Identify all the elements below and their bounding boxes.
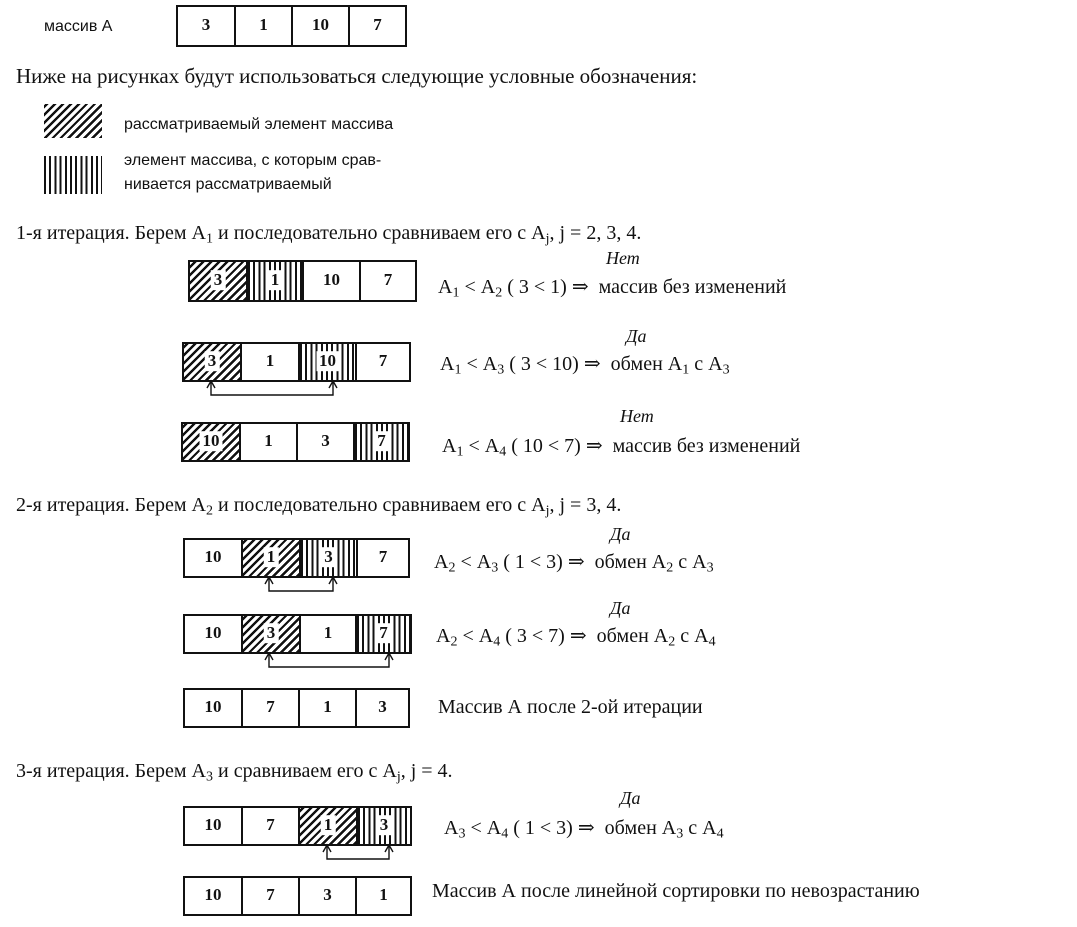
comparison-expression: $А_1 < А_4$ ( 10 < 7) ⇒ массив без изменений bbox=[442, 435, 801, 460]
array-cell: 10 bbox=[304, 262, 361, 300]
array-cell-considered: 3 bbox=[184, 344, 242, 380]
legend-considered-text: рассматриваемый элемент массива bbox=[124, 116, 394, 133]
array-cell-considered: 3 bbox=[190, 262, 248, 300]
array-cell: 3 bbox=[378, 697, 387, 717]
after-iteration2-caption: Массив А после 2-ой итерации bbox=[438, 696, 703, 718]
array-cell: 1 bbox=[300, 690, 357, 726]
array-cell-compared: 7 bbox=[355, 424, 408, 460]
array-step bbox=[183, 806, 412, 846]
array-cell-considered: 10 bbox=[183, 424, 241, 460]
array-cell: 7 bbox=[243, 808, 300, 844]
intro-text: Ниже на рисунках будут использоваться следующие условные обозначения: bbox=[16, 64, 698, 88]
initial-array-label: массив А bbox=[44, 18, 113, 35]
array-cell: 7 bbox=[378, 547, 388, 567]
final-caption: Массив А после линейной сортировки по невозрастанию bbox=[432, 880, 920, 902]
array-step bbox=[183, 614, 412, 654]
array-cell: 10 bbox=[185, 808, 243, 844]
array-cell: 1 bbox=[379, 885, 388, 905]
iteration2-heading: 2-я итерация. Берем $А_2$ и последовательно сравниваем его с $А_j$, j = 3, 4. bbox=[16, 494, 622, 519]
swap-arrow bbox=[263, 576, 339, 596]
array-cell-compared: 3 bbox=[358, 808, 410, 844]
legend-vertical-hatch-swatch bbox=[44, 156, 102, 194]
array-after-iteration2 bbox=[183, 688, 410, 728]
array-cell-considered: 1 bbox=[300, 808, 358, 844]
initial-array bbox=[176, 5, 407, 47]
array-cell-considered: 3 bbox=[243, 616, 301, 652]
array-cell: 10 bbox=[293, 7, 350, 45]
comparison-result-marker: Нет bbox=[620, 406, 654, 426]
array-cell: 1 bbox=[236, 7, 293, 45]
array-cell-considered: 1 bbox=[243, 540, 301, 576]
array-step bbox=[183, 538, 410, 578]
legend-compared-text-line1: элемент массива, с которым срав- bbox=[124, 152, 382, 169]
array-cell: 7 bbox=[243, 690, 300, 726]
comparison-expression: $А_3 < А_4$ ( 1 < 3) ⇒ обмен $А_3$ с $А_4$ bbox=[444, 817, 724, 842]
array-cell-compared: 10 bbox=[300, 344, 357, 380]
array-cell: 3 bbox=[298, 424, 355, 460]
array-sorted-final bbox=[183, 876, 412, 916]
array-cell: 3 bbox=[300, 878, 357, 914]
array-cell: 10 bbox=[185, 616, 243, 652]
swap-arrow bbox=[321, 844, 397, 864]
array-step bbox=[181, 422, 410, 462]
array-cell-compared: 7 bbox=[357, 616, 410, 652]
array-cell: 10 bbox=[185, 540, 243, 576]
array-cell: 1 bbox=[242, 344, 300, 380]
array-cell: 7 bbox=[383, 270, 393, 290]
comparison-expression: $А_2 < А_4$ ( 3 < 7) ⇒ обмен $А_2$ с $А_4$ bbox=[436, 625, 716, 650]
array-cell: 3 bbox=[178, 7, 236, 45]
array-cell: 7 bbox=[243, 878, 300, 914]
comparison-result-marker: Да bbox=[620, 788, 641, 808]
legend-compared-text-line2: нивается рассматриваемый bbox=[124, 176, 332, 193]
comparison-result-marker: Нет bbox=[606, 248, 640, 268]
swap-arrow bbox=[205, 380, 339, 400]
comparison-expression: $А_2 < А_3$ ( 1 < 3) ⇒ обмен $А_2$ с $А_3$ bbox=[434, 551, 714, 576]
array-step bbox=[182, 342, 411, 382]
array-cell: 1 bbox=[301, 616, 357, 652]
comparison-result-marker: Да bbox=[610, 524, 631, 544]
legend-diagonal-hatch-swatch bbox=[44, 104, 102, 138]
iteration3-heading: 3-я итерация. Берем $А_3$ и сравниваем его с $А_j$, j = 4. bbox=[16, 760, 453, 785]
array-step bbox=[188, 260, 417, 302]
array-cell: 10 bbox=[185, 690, 243, 726]
comparison-expression: $А_1 < А_3$ ( 3 < 10) ⇒ обмен $А_1$ с $А_3$ bbox=[440, 353, 730, 378]
array-cell-compared: 3 bbox=[301, 540, 358, 576]
array-cell-compared: 1 bbox=[248, 262, 304, 300]
array-cell: 7 bbox=[373, 15, 382, 35]
array-cell: 7 bbox=[378, 351, 388, 371]
comparison-expression: $А_1 < А_2$ ( 3 < 1) ⇒ массив без изменений bbox=[438, 276, 787, 301]
array-cell: 1 bbox=[241, 424, 298, 460]
swap-arrow bbox=[263, 652, 395, 672]
iteration1-heading: 1-я итерация. Берем $А_1$ и последовательно сравниваем его с $А_j$, j = 2, 3, 4. bbox=[16, 222, 642, 247]
comparison-result-marker: Да bbox=[610, 598, 631, 618]
comparison-result-marker: Да bbox=[626, 326, 647, 346]
array-cell: 10 bbox=[185, 878, 243, 914]
